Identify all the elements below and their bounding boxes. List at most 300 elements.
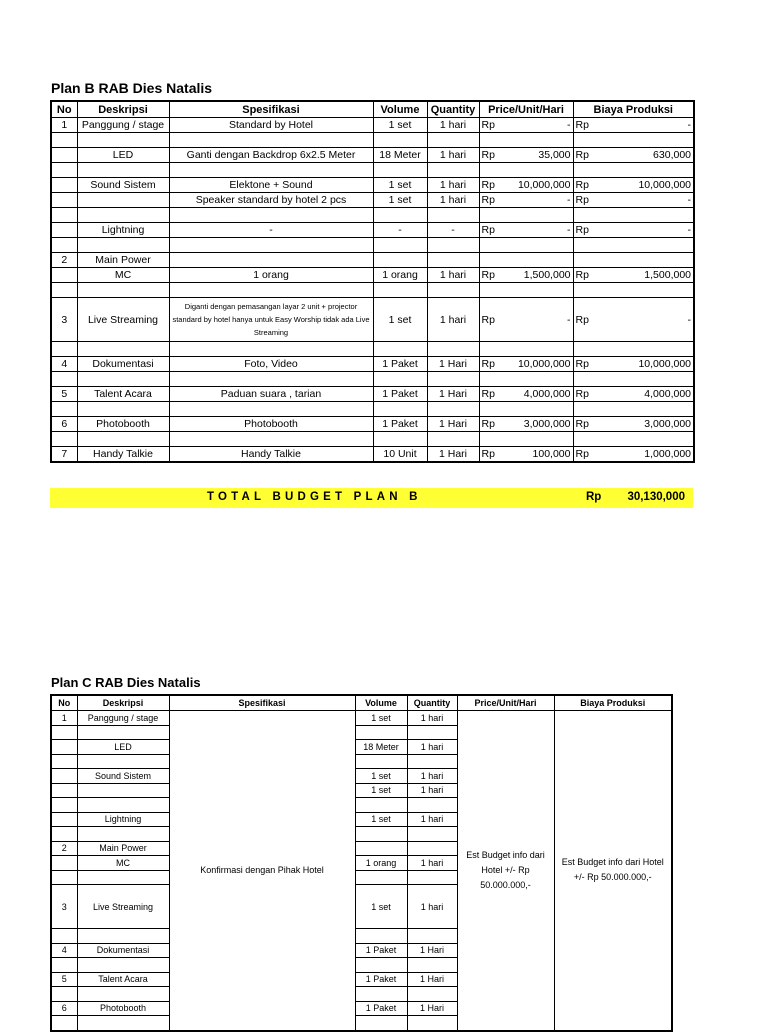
cell-deskripsi [77, 754, 169, 769]
cell-quantity: 1 hari [407, 812, 457, 827]
cell-deskripsi: Talent Acara [77, 972, 169, 987]
header-volume: Volume [373, 101, 427, 118]
cell-deskripsi: Panggung / stage [77, 711, 169, 726]
empty-cell [573, 208, 601, 223]
table-row [51, 711, 672, 726]
cell-spesifikasi: Paduan suara , tarian [169, 387, 373, 402]
header-price: Price/Unit/Hari [457, 695, 554, 711]
empty-cell [507, 238, 573, 253]
cell-no: 2 [51, 841, 77, 856]
cell-biaya-currency: Rp [573, 223, 601, 238]
cell-no: 6 [51, 1001, 77, 1016]
empty-cell [51, 238, 77, 253]
table-row [51, 223, 694, 238]
empty-cell [507, 133, 573, 148]
cell-volume: 1 set [373, 118, 427, 133]
header-biaya: Biaya Produksi [554, 695, 672, 711]
empty-cell [601, 283, 694, 298]
empty-cell [507, 163, 573, 178]
cell-quantity [407, 827, 457, 842]
cell-deskripsi: Lightning [77, 812, 169, 827]
empty-cell [169, 133, 373, 148]
empty-cell [601, 342, 694, 357]
cell-spesifikasi: Ganti dengan Backdrop 6x2.5 Meter [169, 148, 373, 163]
total-currency: Rp [586, 491, 602, 503]
header-biaya: Biaya Produksi [573, 101, 694, 118]
cell-price: - [507, 193, 573, 208]
cell-biaya-currency: Rp [573, 298, 601, 342]
cell-quantity: 1 hari [427, 148, 479, 163]
cell-no [51, 870, 77, 885]
cell-no [51, 958, 77, 973]
cell-quantity [407, 1016, 457, 1031]
cell-deskripsi: Sound Sistem [77, 178, 169, 193]
empty-cell [427, 432, 479, 447]
cell-spesifikasi: 1 orang [169, 268, 373, 283]
empty-cell [373, 402, 427, 417]
empty-cell [427, 372, 479, 387]
cell-no: 1 [51, 711, 77, 726]
empty-cell [573, 163, 601, 178]
empty-cell [51, 342, 77, 357]
cell-quantity [407, 958, 457, 973]
cell-biaya: 10,000,000 [601, 178, 694, 193]
cell-price: - [507, 118, 573, 133]
plan-c-table [50, 694, 673, 1032]
empty-cell [373, 283, 427, 298]
cell-no [51, 856, 77, 871]
cell-volume [373, 253, 427, 268]
cell-spesifikasi: Speaker standard by hotel 2 pcs [169, 193, 373, 208]
empty-cell [479, 208, 507, 223]
empty-cell [601, 208, 694, 223]
empty-cell [479, 163, 507, 178]
cell-quantity: 1 hari [407, 783, 457, 798]
empty-cell [507, 432, 573, 447]
cell-biaya-currency: Rp [573, 178, 601, 193]
cell-volume: 1 Paket [373, 387, 427, 402]
empty-cell [169, 372, 373, 387]
cell-no [51, 798, 77, 813]
cell-price [507, 253, 573, 268]
empty-cell [479, 238, 507, 253]
cell-no [51, 827, 77, 842]
cell-price: 10,000,000 [507, 357, 573, 372]
empty-cell [507, 342, 573, 357]
cell-biaya: 1,500,000 [601, 268, 694, 283]
cell-quantity: 1 hari [407, 740, 457, 755]
empty-cell [601, 432, 694, 447]
cell-no [51, 987, 77, 1002]
cell-quantity: 1 hari [427, 118, 479, 133]
cell-quantity: 1 hari [427, 193, 479, 208]
cell-volume: 1 Paket [355, 943, 407, 958]
cell-volume: 1 Paket [355, 1001, 407, 1016]
cell-no: 5 [51, 387, 77, 402]
cell-price: - [507, 298, 573, 342]
cell-no [51, 783, 77, 798]
cell-deskripsi: Photobooth [77, 417, 169, 432]
total-budget-bar [50, 488, 693, 508]
cell-price-currency: Rp [479, 223, 507, 238]
empty-cell [479, 432, 507, 447]
cell-no [51, 769, 77, 784]
empty-cell [373, 133, 427, 148]
table-row [51, 298, 694, 342]
cell-biaya [601, 253, 694, 268]
cell-deskripsi [77, 1016, 169, 1031]
cell-volume: 18 Meter [373, 148, 427, 163]
cell-quantity: 1 Hari [427, 357, 479, 372]
table-row [51, 447, 694, 463]
empty-cell [169, 402, 373, 417]
cell-volume: 1 set [355, 812, 407, 827]
table-row [51, 208, 694, 223]
cell-price-currency: Rp [479, 178, 507, 193]
empty-cell [427, 208, 479, 223]
table-row [51, 387, 694, 402]
cell-volume: 1 Paket [373, 417, 427, 432]
table-row [51, 178, 694, 193]
cell-biaya-currency: Rp [573, 118, 601, 133]
table-row [51, 357, 694, 372]
cell-quantity: 1 hari [407, 711, 457, 726]
cell-biaya-currency: Rp [573, 387, 601, 402]
cell-no [51, 268, 77, 283]
header-spesifikasi: Spesifikasi [169, 101, 373, 118]
plan-b-table [50, 100, 695, 463]
cell-volume [355, 827, 407, 842]
cell-price: 100,000 [507, 447, 573, 463]
table-row [51, 417, 694, 432]
cell-quantity: 1 hari [407, 769, 457, 784]
cell-price-currency: Rp [479, 193, 507, 208]
cell-no [51, 193, 77, 208]
cell-deskripsi [77, 193, 169, 208]
cell-deskripsi: LED [77, 148, 169, 163]
cell-biaya-currency: Rp [573, 357, 601, 372]
cell-biaya: - [601, 193, 694, 208]
cell-volume [355, 754, 407, 769]
empty-cell [427, 283, 479, 298]
cell-quantity [407, 798, 457, 813]
table-row [51, 432, 694, 447]
cell-quantity [407, 754, 457, 769]
cell-biaya-currency: Rp [573, 417, 601, 432]
cell-quantity: 1 Hari [427, 387, 479, 402]
cell-spesifikasi: Handy Talkie [169, 447, 373, 463]
cell-no: 2 [51, 253, 77, 268]
empty-cell [373, 238, 427, 253]
cell-biaya: - [601, 118, 694, 133]
table-row [51, 193, 694, 208]
cell-deskripsi [77, 870, 169, 885]
cell-volume [355, 987, 407, 1002]
empty-cell [507, 402, 573, 417]
empty-cell [573, 133, 601, 148]
cell-quantity: 1 hari [427, 298, 479, 342]
empty-cell [77, 208, 169, 223]
empty-cell [169, 163, 373, 178]
empty-cell [601, 238, 694, 253]
empty-cell [77, 402, 169, 417]
plan-c-title: Plan C RAB Dies Natalis [51, 675, 201, 690]
empty-cell [77, 283, 169, 298]
cell-deskripsi: Lightning [77, 223, 169, 238]
cell-volume [355, 958, 407, 973]
cell-no: 3 [51, 885, 77, 929]
empty-cell [373, 432, 427, 447]
empty-cell [507, 283, 573, 298]
empty-cell [427, 342, 479, 357]
header-volume: Volume [355, 695, 407, 711]
cell-quantity: 1 Hari [407, 972, 457, 987]
cell-price-currency: Rp [479, 148, 507, 163]
empty-cell [77, 133, 169, 148]
total-amount: 30,130,000 [627, 491, 685, 503]
cell-no [51, 929, 77, 944]
empty-cell [507, 372, 573, 387]
header-deskripsi: Deskripsi [77, 101, 169, 118]
cell-deskripsi: Main Power [77, 841, 169, 856]
cell-deskripsi: Photobooth [77, 1001, 169, 1016]
empty-cell [373, 163, 427, 178]
cell-volume: - [373, 223, 427, 238]
table-row [51, 253, 694, 268]
empty-cell [601, 163, 694, 178]
cell-volume [355, 929, 407, 944]
cell-volume [355, 841, 407, 856]
cell-deskripsi [77, 987, 169, 1002]
header-quantity: Quantity [407, 695, 457, 711]
merged-price: Est Budget info dari Hotel +/- Rp 50.000.000,- [457, 711, 554, 1031]
cell-quantity [407, 929, 457, 944]
empty-cell [51, 163, 77, 178]
empty-cell [373, 372, 427, 387]
empty-cell [169, 342, 373, 357]
cell-volume: 1 set [355, 769, 407, 784]
cell-price-currency: Rp [479, 357, 507, 372]
cell-no: 7 [51, 447, 77, 463]
cell-price-currency: Rp [479, 118, 507, 133]
cell-spesifikasi: - [169, 223, 373, 238]
cell-quantity [407, 987, 457, 1002]
cell-deskripsi [77, 798, 169, 813]
cell-deskripsi [77, 725, 169, 740]
empty-cell [601, 133, 694, 148]
cell-no: 3 [51, 298, 77, 342]
table-row [51, 402, 694, 417]
cell-price: 4,000,000 [507, 387, 573, 402]
cell-biaya-currency: Rp [573, 447, 601, 463]
empty-cell [169, 238, 373, 253]
cell-deskripsi: MC [77, 268, 169, 283]
cell-deskripsi: Live Streaming [77, 298, 169, 342]
cell-volume: 1 set [373, 298, 427, 342]
empty-cell [507, 208, 573, 223]
cell-volume [355, 870, 407, 885]
cell-spesifikasi: Elektone + Sound [169, 178, 373, 193]
plan-c-header-row [51, 695, 672, 711]
table-row [51, 133, 694, 148]
empty-cell [77, 238, 169, 253]
empty-cell [51, 402, 77, 417]
cell-price: 3,000,000 [507, 417, 573, 432]
cell-price-currency: Rp [479, 417, 507, 432]
cell-no [51, 754, 77, 769]
table-row [51, 283, 694, 298]
cell-biaya: 10,000,000 [601, 357, 694, 372]
cell-quantity: 1 Hari [427, 447, 479, 463]
cell-biaya: - [601, 223, 694, 238]
empty-cell [479, 283, 507, 298]
cell-biaya: 1,000,000 [601, 447, 694, 463]
cell-volume: 1 set [355, 783, 407, 798]
cell-price-currency: Rp [479, 298, 507, 342]
cell-price: 35,000 [507, 148, 573, 163]
cell-price: 1,500,000 [507, 268, 573, 283]
table-row [51, 268, 694, 283]
cell-no [51, 223, 77, 238]
empty-cell [479, 372, 507, 387]
plan-b-header-row [51, 101, 694, 118]
cell-biaya: 630,000 [601, 148, 694, 163]
cell-price-currency: Rp [479, 447, 507, 463]
cell-volume [355, 725, 407, 740]
empty-cell [51, 208, 77, 223]
cell-no: 4 [51, 357, 77, 372]
cell-no: 5 [51, 972, 77, 987]
empty-cell [427, 163, 479, 178]
empty-cell [573, 432, 601, 447]
cell-biaya: 3,000,000 [601, 417, 694, 432]
cell-spesifikasi: Standard by Hotel [169, 118, 373, 133]
cell-biaya: 4,000,000 [601, 387, 694, 402]
cell-volume: 1 set [355, 885, 407, 929]
empty-cell [169, 432, 373, 447]
cell-price-currency: Rp [479, 387, 507, 402]
cell-volume: 1 orang [373, 268, 427, 283]
table-row [51, 372, 694, 387]
empty-cell [373, 208, 427, 223]
header-spesifikasi: Spesifikasi [169, 695, 355, 711]
cell-volume: 18 Meter [355, 740, 407, 755]
cell-no [51, 178, 77, 193]
cell-deskripsi: MC [77, 856, 169, 871]
cell-price-currency: Rp [479, 268, 507, 283]
empty-cell [573, 238, 601, 253]
empty-cell [169, 283, 373, 298]
cell-deskripsi [77, 827, 169, 842]
cell-deskripsi [77, 783, 169, 798]
cell-quantity: 1 Hari [407, 1001, 457, 1016]
cell-quantity [407, 841, 457, 856]
cell-quantity: 1 hari [427, 178, 479, 193]
cell-biaya: - [601, 298, 694, 342]
table-row [51, 148, 694, 163]
table-row [51, 163, 694, 178]
cell-deskripsi: Live Streaming [77, 885, 169, 929]
plan-b-title: Plan B RAB Dies Natalis [51, 80, 213, 96]
empty-cell [77, 432, 169, 447]
empty-cell [77, 342, 169, 357]
cell-price-currency [479, 253, 507, 268]
cell-volume [355, 1016, 407, 1031]
header-quantity: Quantity [427, 101, 479, 118]
cell-biaya-currency: Rp [573, 268, 601, 283]
cell-volume: 1 Paket [373, 357, 427, 372]
cell-price: - [507, 223, 573, 238]
table-row [51, 342, 694, 357]
cell-quantity [427, 253, 479, 268]
cell-spesifikasi: Diganti dengan pemasangan layar 2 unit + projector standard by hotel hanya untuk Easy Worship tidak ada Live Streaming [169, 298, 373, 342]
cell-volume: 1 set [373, 178, 427, 193]
cell-deskripsi [77, 958, 169, 973]
cell-deskripsi: Panggung / stage [77, 118, 169, 133]
merged-spesifikasi: Konfirmasi dengan Pihak Hotel [169, 711, 355, 1031]
cell-no [51, 148, 77, 163]
cell-no: 6 [51, 417, 77, 432]
total-budget-label: TOTAL BUDGET PLAN B [207, 491, 422, 503]
cell-biaya-currency: Rp [573, 193, 601, 208]
header-deskripsi: Deskripsi [77, 695, 169, 711]
table-row [51, 238, 694, 253]
cell-deskripsi: LED [77, 740, 169, 755]
header-no: No [51, 101, 77, 118]
empty-cell [169, 208, 373, 223]
empty-cell [51, 133, 77, 148]
cell-volume: 1 orang [355, 856, 407, 871]
empty-cell [479, 133, 507, 148]
cell-no [51, 1016, 77, 1031]
cell-quantity: 1 Hari [427, 417, 479, 432]
cell-no: 4 [51, 943, 77, 958]
cell-deskripsi: Sound Sistem [77, 769, 169, 784]
merged-biaya: Est Budget info dari Hotel +/- Rp 50.000.000,- [554, 711, 672, 1031]
table-row [51, 118, 694, 133]
empty-cell [573, 283, 601, 298]
empty-cell [373, 342, 427, 357]
header-no: No [51, 695, 77, 711]
cell-biaya-currency: Rp [573, 148, 601, 163]
cell-deskripsi: Talent Acara [77, 387, 169, 402]
cell-quantity [407, 870, 457, 885]
cell-volume: 1 Paket [355, 972, 407, 987]
empty-cell [51, 432, 77, 447]
cell-quantity [407, 725, 457, 740]
cell-spesifikasi [169, 253, 373, 268]
empty-cell [51, 283, 77, 298]
cell-volume [355, 798, 407, 813]
cell-quantity: 1 hari [407, 856, 457, 871]
cell-no [51, 812, 77, 827]
empty-cell [573, 402, 601, 417]
empty-cell [479, 342, 507, 357]
cell-deskripsi: Dokumentasi [77, 943, 169, 958]
cell-quantity: 1 hari [407, 885, 457, 929]
cell-quantity: - [427, 223, 479, 238]
header-price: Price/Unit/Hari [479, 101, 573, 118]
cell-spesifikasi: Photobooth [169, 417, 373, 432]
cell-deskripsi [77, 929, 169, 944]
cell-no [51, 725, 77, 740]
cell-volume: 1 set [355, 711, 407, 726]
empty-cell [77, 163, 169, 178]
cell-quantity: 1 hari [427, 268, 479, 283]
empty-cell [601, 372, 694, 387]
cell-price: 10,000,000 [507, 178, 573, 193]
cell-deskripsi: Dokumentasi [77, 357, 169, 372]
